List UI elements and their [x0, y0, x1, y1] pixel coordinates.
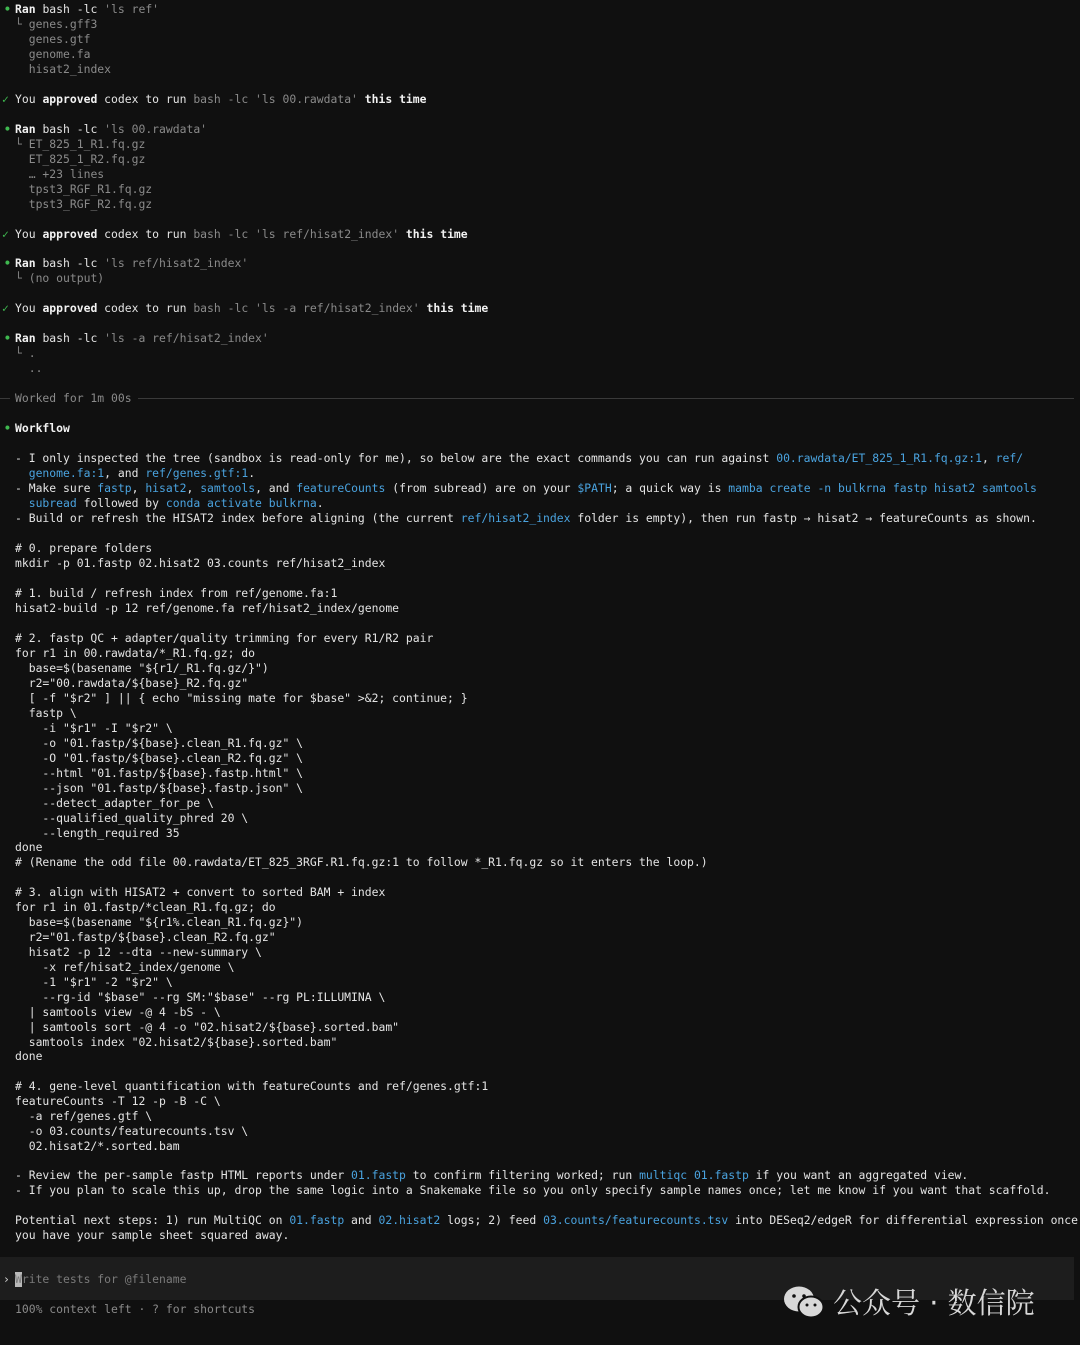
text-segment: . [248, 466, 256, 480]
ran-arg: 'ls -a ref/hisat2_index' [104, 331, 269, 345]
you-label: You [15, 227, 36, 241]
text-segment: logs; 2) feed [440, 1213, 544, 1227]
code-line: # 4. gene-level quantification with featureCounts and ref/genes.gtf:1 [15, 1079, 489, 1093]
code-line: featureCounts -T 12 -p -B -C \ [15, 1094, 221, 1108]
codex-to-run-label: codex to run [104, 227, 187, 241]
approval-line [15, 92, 427, 107]
output-text: tpst3_RGF_R2.fq.gz [28, 197, 153, 211]
code-line: -i "$r1" -I "$r2" \ [15, 721, 173, 735]
tree-glyph: └ [15, 346, 22, 360]
text-segment: and [344, 1213, 379, 1227]
code-line: mkdir -p 01.fastp 02.hisat2 03.counts ref/hisat2_index [15, 556, 386, 570]
text-segment: , [981, 451, 996, 465]
ran-label: Ran [15, 122, 36, 136]
approval-line [15, 301, 488, 316]
output-line [15, 32, 90, 47]
tree-glyph: └ [15, 271, 22, 285]
code-line: # 2. fastp QC + adapter/quality trimming for every R1/R2 pair [15, 631, 434, 645]
code-line: for r1 in 00.rawdata/*_R1.fq.gz; do [15, 646, 256, 660]
text-segment: folder is empty), then run fastp → hisat2 → featureCounts as shown. [570, 511, 1037, 525]
code-line: --detect_adapter_for_pe \ [15, 796, 214, 810]
inline-path-link[interactable]: genome.fa:1 [28, 466, 105, 480]
ran-label: Ran [15, 2, 36, 16]
output-line [15, 182, 152, 197]
text-segment: . [316, 496, 324, 510]
ran-cmd: bash -lc [42, 122, 98, 136]
ran-command-line [15, 256, 248, 271]
code-line: -o "01.fastp/${base}.clean_R1.fq.gz" \ [15, 736, 304, 750]
code-line: # 3. align with HISAT2 + convert to sorted BAM + index [15, 885, 386, 899]
this-time-label: this time [405, 227, 468, 241]
text-line [15, 1213, 1078, 1228]
text-segment [15, 496, 29, 510]
text-segment: - Make sure [15, 481, 98, 495]
this-time-label: this time [426, 301, 489, 315]
output-text: genes.gff3 [28, 17, 98, 31]
inline-path-link[interactable]: conda activate bulkrna [165, 496, 317, 510]
composer-placeholder[interactable]: Write tests for @filename [15, 1272, 187, 1286]
output-line [15, 47, 90, 62]
text-segment: followed by [76, 496, 166, 510]
text-line [15, 481, 1037, 496]
status-bullet: • [4, 256, 11, 270]
codex-to-run-label: codex to run [104, 92, 187, 106]
status-bullet: • [4, 122, 11, 136]
output-line [15, 17, 97, 32]
code-line: r2="00.rawdata/${base}_R2.fq.gz" [15, 676, 249, 690]
inline-path-link[interactable]: ref/hisat2_index [460, 511, 571, 525]
text-line [15, 451, 1023, 466]
inline-path-link[interactable]: hisat2 [145, 481, 187, 495]
text-line [15, 496, 324, 511]
approved-cmd: bash -lc 'ls ref/hisat2_index' [193, 227, 400, 241]
code-line: hisat2-build -p 12 ref/genome.fa ref/hisat2_index/genome [15, 601, 400, 615]
output-text: hisat2_index [28, 62, 112, 76]
text-segment: (from subread) are on your [385, 481, 578, 495]
inline-path-link[interactable]: 01.fastp [289, 1213, 345, 1227]
output-text: tpst3_RGF_R1.fq.gz [28, 182, 153, 196]
status-bullet: • [4, 331, 11, 345]
text-segment: you have your sample sheet squared away. [15, 1228, 290, 1242]
ran-cmd: bash -lc [42, 331, 98, 345]
text-segment: , and [255, 481, 297, 495]
output-text: ET_825_1_R2.fq.gz [28, 152, 146, 166]
ran-arg: 'ls 00.rawdata' [104, 122, 208, 136]
code-line: -o 03.counts/featurecounts.tsv \ [15, 1124, 249, 1138]
ran-command-line [15, 2, 159, 17]
code-line: base=$(basename "${r1/_R1.fq.gz/}") [15, 661, 269, 675]
ran-command-line [15, 122, 207, 137]
checkmark-icon: ✓ [2, 301, 9, 315]
output-text: … +23 lines [28, 167, 105, 181]
output-text: (no output) [28, 271, 105, 285]
output-line [15, 346, 36, 361]
inline-path-link[interactable]: subread [28, 496, 77, 510]
code-line: | samtools sort -@ 4 -o "02.hisat2/${base}.sorted.bam" [15, 1020, 400, 1034]
text-line [15, 511, 1037, 526]
codex-to-run-label: codex to run [104, 301, 187, 315]
code-line: 02.hisat2/*.sorted.bam [15, 1139, 180, 1153]
inline-path-link[interactable]: mamba create -n bulkrna fastp hisat2 samtools [728, 481, 1037, 495]
text-segment: , and [104, 466, 146, 480]
text-segment: , [131, 481, 146, 495]
code-line: -1 "$r1" -2 "$r2" \ [15, 975, 173, 989]
output-line [15, 137, 145, 152]
code-line: # (Rename the odd file 00.rawdata/ET_825_3RGF.R1.fq.gz:1 to follow *_R1.fq.gz so it enters the loop.) [15, 855, 708, 869]
text-segment: Potential next steps: 1) run MultiQC on [15, 1213, 290, 1227]
text-segment: - I only inspected the tree (sandbox is read-only for me), so below are the exact commands you can run against [15, 451, 777, 465]
worked-duration: Worked for 1m 00s [15, 391, 132, 405]
approved-cmd: bash -lc 'ls -a ref/hisat2_index' [193, 301, 420, 315]
inline-path-link[interactable]: ref/genes.gtf:1 [145, 466, 249, 480]
inline-path-link[interactable]: fastp [97, 481, 132, 495]
ran-arg: 'ls ref' [104, 2, 160, 16]
status-bullet: • [4, 2, 11, 16]
approved-label: approved [42, 92, 98, 106]
approved-label: approved [42, 227, 98, 241]
text-segment: , [186, 481, 201, 495]
output-text: genome.fa [28, 47, 91, 61]
tree-glyph: └ [15, 137, 22, 151]
ran-label: Ran [15, 331, 36, 345]
you-label: You [15, 92, 36, 106]
you-label: You [15, 301, 36, 315]
this-time-label: this time [364, 92, 427, 106]
output-text: genes.gtf [28, 32, 91, 46]
ran-cmd: bash -lc [42, 256, 98, 270]
checkmark-icon: ✓ [2, 227, 9, 241]
ran-arg: 'ls ref/hisat2_index' [104, 256, 249, 270]
code-line: | samtools view -@ 4 -bS - \ [15, 1005, 221, 1019]
text-segment [15, 466, 29, 480]
code-line: # 1. build / refresh index from ref/genome.fa:1 [15, 586, 338, 600]
output-line [15, 152, 145, 167]
code-line: --rg-id "$base" --rg SM:"$base" --rg PL:ILLUMINA \ [15, 990, 386, 1004]
code-line: -x ref/hisat2_index/genome \ [15, 960, 235, 974]
section-header: Workflow [15, 421, 70, 435]
output-line [15, 271, 104, 286]
output-line [15, 361, 42, 376]
text-segment: - Review the per-sample fastp HTML reports under [15, 1168, 352, 1182]
separator-rule [138, 398, 1074, 399]
separator-rule-left [0, 398, 10, 399]
status-bullet: • [4, 421, 11, 435]
tree-glyph: └ [15, 17, 22, 31]
code-line: --json "01.fastp/${base}.fastp.json" \ [15, 781, 304, 795]
code-line: -O "01.fastp/${base}.clean_R2.fq.gz" \ [15, 751, 304, 765]
code-line: samtools index "02.hisat2/${base}.sorted.bam" [15, 1035, 338, 1049]
text-line [15, 1168, 968, 1183]
code-line: --length_required 35 [15, 826, 180, 840]
approved-cmd: bash -lc 'ls 00.rawdata' [193, 92, 358, 106]
approval-line [15, 227, 468, 242]
text-segment: - Build or refresh the HISAT2 index before aligning (the current [15, 511, 461, 525]
inline-path-link[interactable]: $PATH [577, 481, 612, 495]
watermark-text: 公众号 · 数信院 [833, 1285, 1035, 1320]
code-line: --html "01.fastp/${base}.fastp.html" \ [15, 766, 304, 780]
inline-path-link[interactable]: 01.fastp [351, 1168, 406, 1182]
text-segment: ; a quick way is [611, 481, 729, 495]
context-footer: 100% context left · ? for shortcuts [15, 1302, 256, 1316]
code-line: --qualified_quality_phred 20 \ [15, 811, 249, 825]
inline-path-link[interactable]: multiqc 01.fastp [639, 1168, 749, 1182]
text-line [15, 1183, 1051, 1198]
prompt-chevron: › [3, 1272, 10, 1286]
text-segment: to confirm filtering worked; run [405, 1168, 640, 1182]
code-line: for r1 in 01.fastp/*clean_R1.fq.gz; do [15, 900, 276, 914]
code-line: done [15, 840, 43, 854]
inline-path-link[interactable]: featureCounts [296, 481, 386, 495]
checkmark-icon: ✓ [2, 92, 9, 106]
code-line: fastp \ [15, 706, 77, 720]
code-line: [ -f "$r2" ] || { echo "missing mate for $base" >&2; continue; } [15, 691, 468, 705]
code-line: done [15, 1049, 43, 1063]
wechat-icon [783, 1285, 825, 1321]
output-line [15, 62, 111, 77]
output-text: .. [28, 361, 43, 375]
ran-cmd: bash -lc [42, 2, 98, 16]
code-line: base=$(basename "${r1%.clean_R1.fq.gz}") [15, 915, 304, 929]
text-segment: - If you plan to scale this up, drop the same logic into a Snakemake file so you only specify sample names once; let me know if you want that scaffold. [15, 1183, 1051, 1197]
code-line: -a ref/genes.gtf \ [15, 1109, 153, 1123]
inline-path-link[interactable]: 02.hisat2 [378, 1213, 441, 1227]
text-segment: if you want an aggregated view. [748, 1168, 969, 1182]
wechat-watermark [783, 1283, 1035, 1323]
text-line [15, 1228, 289, 1243]
ran-label: Ran [15, 256, 36, 270]
inline-path-link[interactable]: samtools [200, 481, 256, 495]
output-text: ET_825_1_R1.fq.gz [28, 137, 146, 151]
code-line: hisat2 -p 12 --dta --new-summary \ [15, 945, 262, 959]
inline-path-link[interactable]: 00.rawdata/ET_825_1_R1.fq.gz:1 [776, 451, 982, 465]
text-line [15, 466, 255, 481]
approved-label: approved [42, 301, 98, 315]
output-line [15, 197, 152, 212]
text-segment: into DESeq2/edgeR for differential expression once [728, 1213, 1079, 1227]
inline-path-link[interactable]: 03.counts/featurecounts.tsv [543, 1213, 729, 1227]
code-line: # 0. prepare folders [15, 541, 153, 555]
inline-path-link[interactable]: ref/ [995, 451, 1024, 465]
output-line [15, 167, 104, 182]
code-line: r2="01.fastp/${base}.clean_R2.fq.gz" [15, 930, 276, 944]
output-text: . [28, 346, 36, 360]
ran-command-line [15, 331, 269, 346]
